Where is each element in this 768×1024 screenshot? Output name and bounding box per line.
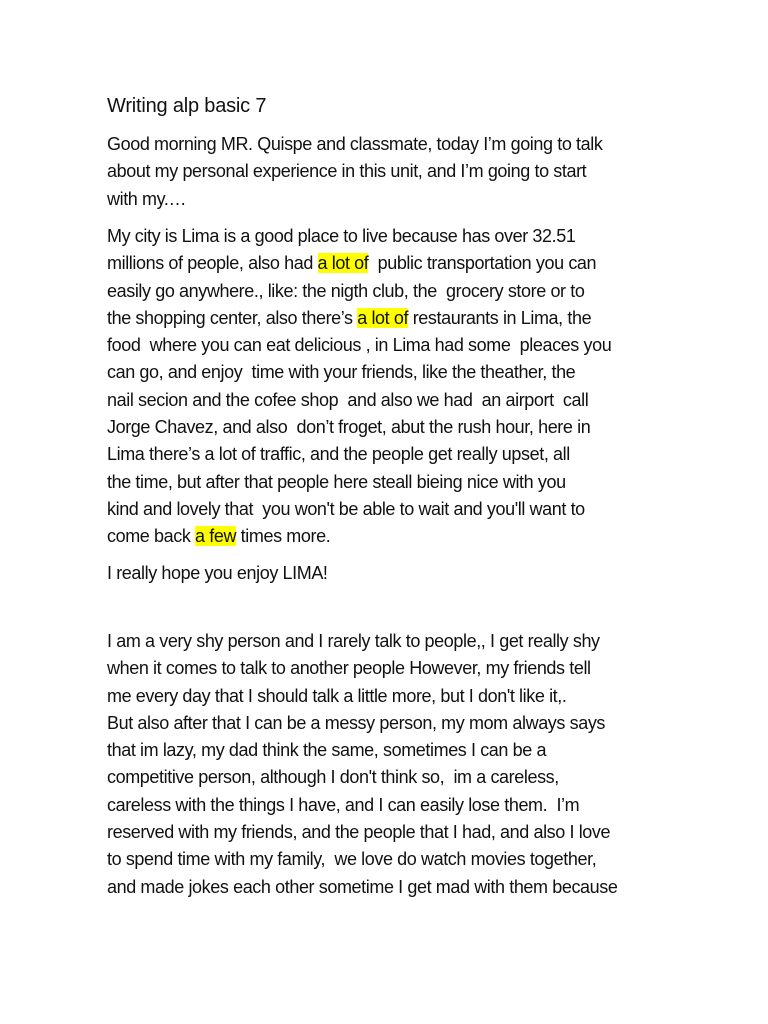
paragraph-greeting <box>107 131 667 213</box>
text-line <box>107 683 667 710</box>
highlighted-phrase: a few <box>195 526 237 547</box>
text-line <box>107 250 667 277</box>
text-segment: Good morning MR. Quispe and classmate, today I’m going to talk <box>107 134 603 154</box>
text-line <box>107 186 667 213</box>
highlighted-phrase: a lot of <box>357 307 409 328</box>
text-segment: careless with the things I have, and I can easily lose them. I’m <box>107 794 580 815</box>
text-line <box>107 278 667 305</box>
text-segment: Jorge Chavez, and also don’t froget, abut the rush hour, here in <box>107 417 591 438</box>
text-line <box>107 846 667 873</box>
paragraph-city-description <box>107 223 667 551</box>
text-segment: the shopping center, also there’s <box>107 307 358 328</box>
text-line <box>107 387 667 414</box>
text-line <box>107 332 667 359</box>
text-segment: I am a very shy person and I rarely talk to people,, I get really shy <box>107 631 600 651</box>
text-segment: reserved with my friends, and the people that I had, and also I love <box>107 822 611 843</box>
text-line <box>107 819 667 846</box>
text-line <box>107 560 667 587</box>
text-segment: times more. <box>236 526 331 547</box>
paragraph-closing <box>107 560 667 587</box>
text-line <box>107 764 667 791</box>
text-line <box>107 469 667 496</box>
text-segment: when it comes to talk to another people However, my friends tell <box>107 658 591 679</box>
text-segment: with my.… <box>107 188 191 209</box>
text-segment: I really hope you enjoy LIMA! <box>107 563 328 583</box>
text-segment: me every day that I should talk a little more, but I don't like it,. <box>107 685 567 706</box>
text-line <box>107 655 667 682</box>
text-line <box>107 441 667 468</box>
text-line <box>107 523 667 550</box>
text-segment: to spend time with my family, we love do watch movies together, <box>107 849 597 870</box>
text-segment: the time, but after that people here steall bieing nice with you <box>107 471 566 492</box>
document-title: Writing alp basic 7 <box>107 95 267 117</box>
text-line <box>107 737 667 764</box>
text-segment: millions of people, also had <box>107 253 318 274</box>
text-segment: can go, and enjoy time with your friends, like the theather, the <box>107 362 576 383</box>
highlighted-phrase: a lot of <box>317 253 369 274</box>
text-line <box>107 223 667 250</box>
text-line <box>107 131 667 158</box>
text-segment: easily go anywhere., like: the nigth club, the grocery store or to <box>107 280 585 301</box>
text-segment: kind and lovely that you won't be able to wait and you'll want to <box>107 498 585 519</box>
text-segment: competitive person, although I don't think so, im a careless, <box>107 767 559 788</box>
text-line <box>107 710 667 737</box>
text-segment: food where you can eat delicious , in Lima had some pleaces you <box>107 335 612 356</box>
text-segment: Lima there’s a lot of traffic, and the people get really upset, all <box>107 444 570 465</box>
text-line <box>107 874 667 901</box>
text-segment: My city is Lima is a good place to live because has over 32.51 <box>107 226 576 246</box>
text-line <box>107 414 667 441</box>
text-line <box>107 359 667 386</box>
text-line <box>107 628 667 655</box>
text-line <box>107 305 667 332</box>
text-segment: But also after that I can be a messy person, my mom always says <box>107 712 606 733</box>
text-segment: restaurants in Lima, the <box>408 307 592 328</box>
text-segment: and made jokes each other sometime I get mad with them because <box>107 876 618 897</box>
text-segment: about my personal experience in this unit, and I’m going to start <box>107 161 587 182</box>
text-line <box>107 496 667 523</box>
text-segment: come back <box>107 526 196 547</box>
text-segment: nail secion and the cofee shop and also we had an airport call <box>107 389 589 410</box>
text-segment: public transportation you can <box>368 253 597 274</box>
text-line <box>107 158 667 185</box>
text-segment: that im lazy, my dad think the same, sometimes I can be a <box>107 740 547 761</box>
paragraph-personality <box>107 628 667 901</box>
text-line <box>107 792 667 819</box>
